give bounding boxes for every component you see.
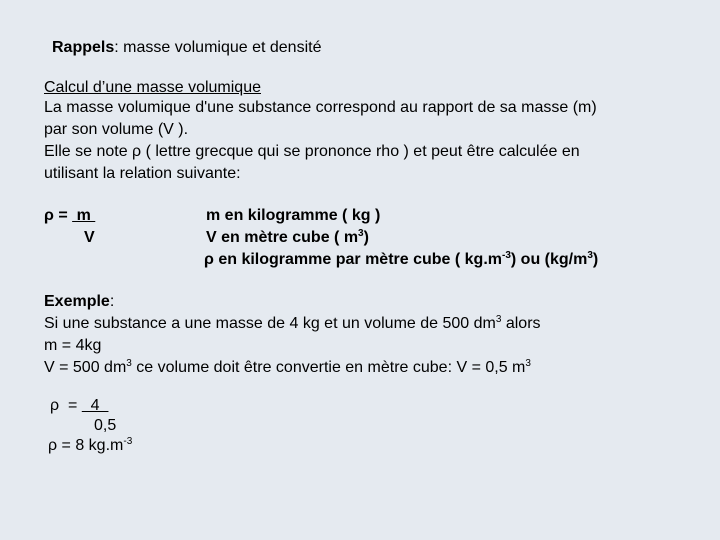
intro-line-4: utilisant la relation suivante: [44,165,241,182]
intro-line-2: par son volume (V ). [44,121,189,138]
unit-m: m en kilogramme ( kg ) [206,207,381,224]
calc-lhs: ρ = [50,397,82,414]
unit-rho [204,250,598,270]
example-line-3 [44,358,531,378]
example-line-1-text: Si une substance a une masse de 4 kg et un volume de 500 dm [44,315,496,332]
formula-denominator: V [84,229,95,246]
calc-denominator: 0,5 [94,417,117,434]
unit-v-close: ) [363,229,369,246]
section-heading: Calcul d’une masse volumique [44,79,261,96]
example-label: Exemple [44,293,110,310]
example-line-1-end: alors [501,315,541,332]
unit-rho-exponent-2: 3 [587,250,593,261]
example-line-3-exponent-2: 3 [525,358,531,369]
intro-line-1: La masse volumique d'une substance correspond au rapport de sa masse (m) [44,99,597,116]
example-line-1-exponent: 3 [495,314,502,325]
calc-numerator-line [50,396,108,416]
example-line-3-end: ce volume doit être convertie en mètre cube: V = 0,5 m [131,359,526,376]
title-bold: Rappels [52,39,115,56]
example-line-3-exponent: 3 [126,358,132,369]
calc-result [48,436,132,456]
calc-result-text: ρ = 8 kg.m [48,437,124,454]
title-rest: : masse volumique et densité [114,39,322,56]
formula-numerator: m [72,207,96,224]
unit-rho-mid: ) ou (kg/m [510,251,588,268]
page-title [52,38,321,58]
calc-numerator: 4 [81,397,109,414]
unit-v-text: V en mètre cube ( m [206,229,359,246]
formula-numerator-line [44,206,95,226]
intro-line-3: Elle se note ρ ( lettre grecque qui se prononce rho ) et peut être calculée en [44,143,580,160]
unit-v-exponent: 3 [358,228,364,239]
unit-rho-text: ρ en kilogramme par mètre cube ( kg.m [204,251,502,268]
unit-v [206,228,369,248]
calc-result-exponent: -3 [123,436,133,447]
example-line-1 [44,314,541,334]
formula-lhs: ρ = [44,207,73,224]
example-line-2: m = 4kg [44,337,102,354]
example-line-3-text: V = 500 dm [44,359,127,376]
example-colon: : [109,293,115,310]
unit-rho-exponent-1: -3 [502,250,511,261]
unit-rho-close: ) [592,251,599,268]
example-heading [44,292,114,312]
